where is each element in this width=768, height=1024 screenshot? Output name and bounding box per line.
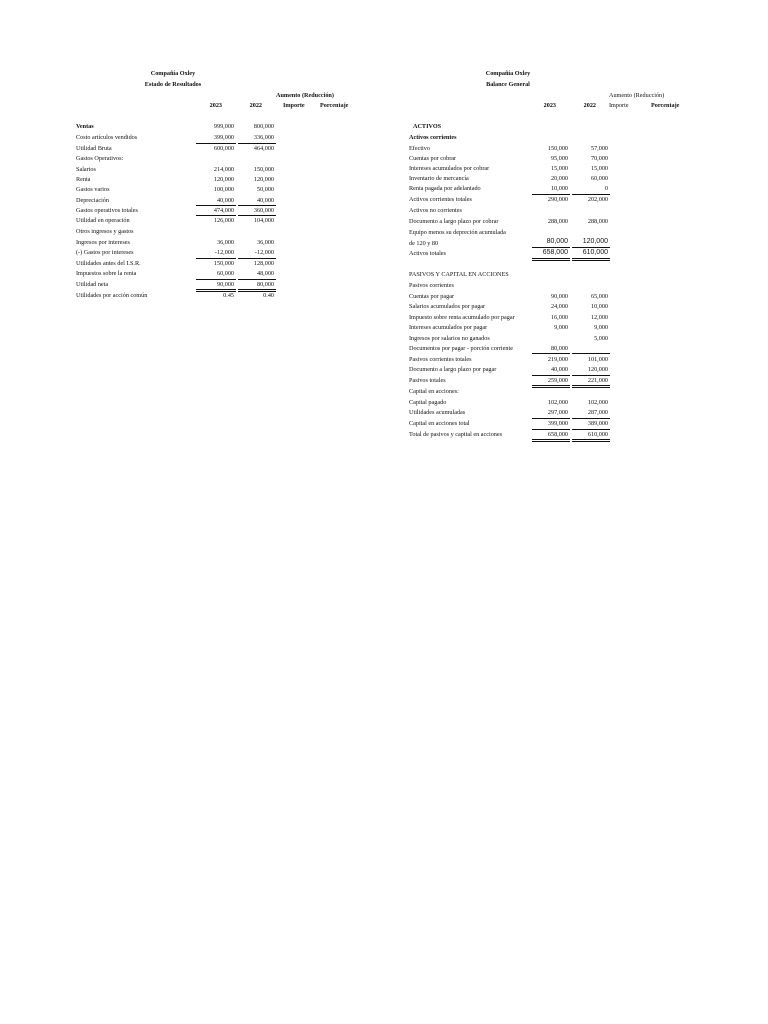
income-row-2023: 36,000 <box>216 239 234 246</box>
balance-row-label: Activos no corrientes <box>409 207 462 214</box>
balance-row-label: Pasivos totales <box>409 377 446 384</box>
income-row-2022: 40,000 <box>256 197 274 204</box>
balance-row-label: Cuentas por pagar <box>409 293 455 300</box>
balance-row-2022: 5,000 <box>594 335 608 342</box>
subtotal-rule <box>196 143 236 144</box>
subtotal-rule <box>572 418 610 419</box>
income-row-2023: 90,000 <box>216 281 234 288</box>
subtotal-rule <box>196 205 236 206</box>
income-row-2023: 126,000 <box>213 217 234 224</box>
income-row-label: Salarios <box>76 166 96 173</box>
balance-row-2023: 16,000 <box>550 314 568 321</box>
total-double-rule <box>572 439 610 442</box>
balance-row-2022: 202,000 <box>587 196 608 203</box>
balance-row-2023: 10,000 <box>550 185 568 192</box>
balance-row-label: Utilidades acumuladas <box>409 409 466 416</box>
income-col-2022: 2022 <box>249 102 262 109</box>
subtotal-rule <box>572 375 610 376</box>
balance-row-label: Cuentas por cobrar <box>409 155 457 162</box>
income-row-2022: 120,000 <box>253 176 274 183</box>
income-row-2023: -12,000 <box>214 249 234 256</box>
balance-row-label: Intereses acumulados por pagar <box>409 324 488 331</box>
balance-row-2022: 221,000 <box>587 377 608 384</box>
balance-col-2023: 2023 <box>543 102 556 109</box>
balance-row-2023: 24,000 <box>550 303 568 310</box>
income-row-label: Ventas <box>76 123 94 130</box>
balance-row-label: Pasivos corrientes <box>409 282 454 289</box>
subtotal-rule <box>532 375 570 376</box>
balance-row-2022: 610,000 <box>587 431 608 438</box>
balance-row-2023: 150,000 <box>547 145 568 152</box>
balance-row-label: de 120 y 80 <box>409 240 439 247</box>
balance-row-label: Activos totales <box>409 250 446 257</box>
income-row-2023: 120,000 <box>213 176 234 183</box>
income-row-label: Otros ingresos y gastos <box>76 228 134 235</box>
balance-row-label: Capital en acciones: <box>409 388 459 395</box>
income-change-header: Aumento (Reducción) <box>276 92 334 99</box>
balance-row-2022: 15,000 <box>590 165 608 172</box>
balance-row-2022: 102,000 <box>587 399 608 406</box>
balance-row-2023: 297,000 <box>547 409 568 416</box>
subtotal-rule <box>196 279 236 280</box>
balance-row-2022: 70,000 <box>590 155 608 162</box>
income-row-2023: 40,000 <box>216 197 234 204</box>
subtotal-rule <box>238 215 276 216</box>
income-row-label: Utilidades antes del I.S.R. <box>76 260 141 267</box>
balance-row-2023: 288,000 <box>547 218 568 225</box>
balance-row-label: Total de pasivos y capital en acciones <box>409 431 503 438</box>
balance-row-2022: 12,000 <box>590 314 608 321</box>
income-row-label: Gastos Operativos: <box>76 155 124 162</box>
balance-row-label: Ingresos por salarios no ganados <box>409 335 490 342</box>
income-row-2022: 80,000 <box>256 281 274 288</box>
balance-row-2023: 658,000 <box>542 249 568 256</box>
balance-row-2022: 120,000 <box>587 366 608 373</box>
income-row-2023: 600,000 <box>213 145 234 152</box>
subtotal-rule <box>532 418 570 419</box>
balance-row-label: Pasivos corrientes totales <box>409 356 472 363</box>
income-row-label: Renta <box>76 176 91 183</box>
total-double-rule <box>572 385 610 388</box>
balance-row-label: Salarios acumulados por pagar <box>409 303 486 310</box>
balance-row-label: Documentos por pagar - porción corriente <box>409 345 513 352</box>
balance-row-2023: 80,000 <box>550 345 568 352</box>
balance-row-label: Activos corrientes totales <box>409 196 472 203</box>
income-row-2023: 60,000 <box>216 270 234 277</box>
income-company: Compañía Oxley <box>150 70 196 77</box>
balance-row-2023: 219,000 <box>547 356 568 363</box>
income-row-label: Costo artículos vendidos <box>76 134 138 141</box>
income-row-2023: 474,000 <box>213 207 234 214</box>
balance-row-2023: 80,000 <box>546 238 568 245</box>
balance-row-2022: 101,000 <box>587 356 608 363</box>
income-row-2022: 50,000 <box>256 186 274 193</box>
subtotal-rule <box>572 353 610 354</box>
income-row-2023: 399,000 <box>213 134 234 141</box>
subtotal-rule <box>572 429 610 430</box>
balance-row-2022: 60,000 <box>590 175 608 182</box>
income-col-2023: 2023 <box>209 102 222 109</box>
income-title: Estado de Resultados <box>144 81 202 88</box>
subtotal-rule <box>532 429 570 430</box>
income-row-2022: 128,000 <box>253 260 274 267</box>
balance-row-label: Documento a largo plazo por pagar <box>409 366 497 373</box>
balance-col-importe: Importe <box>609 102 629 109</box>
balance-row-2022: 65,000 <box>590 293 608 300</box>
income-row-2022: 464,000 <box>253 145 274 152</box>
balance-row-label: Intereses acumulados por cobrar <box>409 165 490 172</box>
income-row-2022: 360,000 <box>253 207 274 214</box>
balance-row-label: Renta pagada por adelantado <box>409 185 481 192</box>
balance-row-label: Capital en acciones total <box>409 420 470 427</box>
balance-row-label: Efectivo <box>409 145 430 152</box>
balance-row-2023: 20,000 <box>550 175 568 182</box>
balance-col-2022: 2022 <box>583 102 596 109</box>
total-double-rule <box>532 385 570 388</box>
subtotal-rule <box>572 247 610 248</box>
total-double-rule <box>532 439 570 442</box>
income-row-2022: 0.40 <box>263 292 274 299</box>
total-double-rule <box>572 258 610 261</box>
income-row-2023: 100,000 <box>213 186 234 193</box>
income-row-2023: 999,000 <box>213 123 234 130</box>
subtotal-rule <box>196 258 236 259</box>
income-row-2022: -12,000 <box>254 249 274 256</box>
income-row-label: Gastos varios <box>76 186 110 193</box>
balance-row-2023: 259,000 <box>547 377 568 384</box>
balance-row-2023: 95,000 <box>550 155 568 162</box>
income-row-label: Depreciación <box>76 197 109 204</box>
income-row-2022: 336,000 <box>253 134 274 141</box>
income-row-2023: 150,000 <box>213 260 234 267</box>
balance-row-2023: 40,000 <box>550 366 568 373</box>
balance-company: Compañía Oxley <box>485 70 531 77</box>
balance-row-label: Documento a largo plazo por cobrar <box>409 218 499 225</box>
subtotal-rule <box>532 194 570 195</box>
balance-row-2023: 102,000 <box>547 399 568 406</box>
pasivos-heading: PASIVOS Y CAPITAL EN ACCIONES <box>409 271 509 278</box>
balance-row-2023: 90,000 <box>550 293 568 300</box>
income-row-2022: 104,000 <box>253 217 274 224</box>
balance-row-2022: 0 <box>604 185 608 192</box>
subtotal-rule <box>238 279 276 280</box>
income-row-label: (-) Gastos por intereses <box>76 249 134 256</box>
subtotal-rule <box>238 258 276 259</box>
balance-row-2022: 10,000 <box>590 303 608 310</box>
balance-row-2023: 15,000 <box>550 165 568 172</box>
balance-change-header: Aumento (Reducción) <box>609 92 665 99</box>
balance-row-2023: 9,000 <box>554 324 568 331</box>
balance-row-2022: 57,000 <box>590 145 608 152</box>
activos-heading: ACTIVOS <box>413 123 442 130</box>
income-row-2022: 36,000 <box>256 239 274 246</box>
income-row-2023: 214,000 <box>213 166 234 173</box>
balance-title: Balance General <box>486 81 530 88</box>
income-row-label: Impuestos sobre la renta <box>76 270 137 277</box>
income-row-label: Gastos operativos totales <box>76 207 138 214</box>
income-row-2023: 0.45 <box>223 292 234 299</box>
income-row-label: Utilidad en operación <box>76 217 130 224</box>
balance-row-label: Activos corrientes <box>409 134 457 141</box>
balance-row-2022: 389,000 <box>587 420 608 427</box>
income-col-importe: Importe <box>283 102 305 109</box>
balance-row-2022: 288,000 <box>587 218 608 225</box>
subtotal-rule <box>238 143 276 144</box>
subtotal-rule <box>196 215 236 216</box>
balance-row-2022: 9,000 <box>594 324 608 331</box>
income-row-label: Utilidad Bruta <box>76 145 112 152</box>
balance-row-2023: 399,000 <box>547 420 568 427</box>
balance-row-2023: 658,000 <box>547 431 568 438</box>
income-col-porcentaje: Porcentaje <box>320 102 349 109</box>
balance-row-label: Capital pagado <box>409 399 447 406</box>
balance-row-2023: 290,000 <box>547 196 568 203</box>
balance-row-label: Impuesto sobre renta acumulado por pagar <box>409 314 515 321</box>
subtotal-rule <box>238 205 276 206</box>
balance-col-porcentaje: Porcentaje <box>651 102 680 109</box>
subtotal-rule <box>532 247 570 248</box>
balance-row-label: Inventario de mercancía <box>409 175 469 182</box>
income-row-label: Ingresos por intereses <box>76 239 130 246</box>
subtotal-rule <box>532 353 570 354</box>
income-row-label: Utilidad neta <box>76 281 109 288</box>
balance-row-2022: 610,000 <box>582 249 608 256</box>
balance-row-2022: 120,000 <box>582 238 608 245</box>
income-row-2022: 800,000 <box>253 123 274 130</box>
income-row-2022: 48,000 <box>256 270 274 277</box>
balance-row-label: Equipo menos su depreción acumulada <box>409 229 506 236</box>
balance-row-2022: 287,000 <box>587 409 608 416</box>
income-row-2022: 150,000 <box>253 166 274 173</box>
total-double-rule <box>532 258 570 261</box>
income-row-label: Utilidades por acción común <box>76 292 148 299</box>
subtotal-rule <box>572 194 610 195</box>
